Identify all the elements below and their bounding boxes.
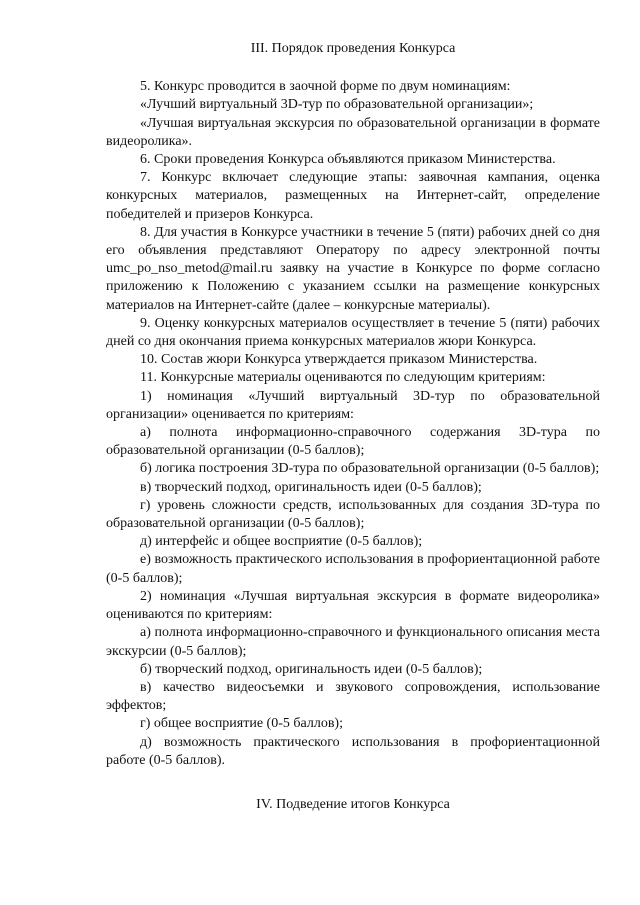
criterion-item: д) интерфейс и общее восприятие (0-5 баллов); (140, 534, 423, 550)
nomination-3d-tour: «Лучший виртуальный 3D-тур по образовательной организации»; (140, 97, 534, 113)
criterion-item: б) творческий подход, оригинальность идеи (0-5 баллов); (140, 661, 483, 677)
criterion-item: е) возможность практического использования в профориентационной работе (0-5 баллов); (106, 552, 600, 586)
paragraph-9: 9. Оценку конкурсных материалов осуществляет в течение 5 (пяти) рабочих дней со дня окончания приема конкурсных материалов жюри Конкурса. (106, 315, 600, 350)
paragraph-5: 5. Конкурс проводится в заочной форме по двум номинациям: (140, 79, 511, 95)
criteria-video-intro: 2) номинация «Лучшая виртуальная экскурсия в формате видеоролика» оцениваются по критериям: (106, 588, 600, 623)
criterion-item: г) уровень сложности средств, использованных для создания 3D-тура по образовательной организации (0-5 баллов); (106, 497, 600, 532)
paragraph-7: 7. Конкурс включает следующие этапы: заявочная кампания, оценка конкурсных материалов, размещенных на Интернет-сайт, определение победителей и призеров Конкурса. (106, 170, 600, 222)
paragraph-10: 10. Состав жюри Конкурса утверждается приказом Министерства. (140, 352, 538, 368)
paragraph-11: 11. Конкурсные материалы оцениваются по следующим критериям: (140, 370, 546, 386)
criteria-3d-tour-intro: 1) номинация «Лучший виртуальный 3D-тур по образовательной организации» оценивается по критериям: (106, 388, 600, 422)
paragraph-6: 6. Сроки проведения Конкурса объявляются приказом Министерства. (140, 152, 556, 168)
criterion-item: а) полнота информационно-справочного содержания 3D-тура по образовательной организации (0-5 баллов); (106, 425, 600, 459)
document-body (106, 40, 600, 814)
paragraph-8: 8. Для участия в Конкурсе участники в течение 5 (пяти) рабочих дней со дня его объявления представляют Оператору по адресу электронной почты umc_po_nso_metod@mail.ru заявку на участие в Конкурсе по форме согласно приложению к Положению с указанием ссылки на размещение конкурсных материалов на Интернет-сайте (далее – конкурсные материалы). (106, 224, 600, 313)
criterion-item: а) полнота информационно-справочного и функционального описания места экскурсии (0-5 баллов); (106, 625, 600, 659)
criterion-item: в) творческий подход, оригинальность идеи (0-5 баллов); (140, 479, 482, 495)
criterion-item: г) общее восприятие (0-5 баллов); (140, 716, 343, 732)
criterion-item: д) возможность практического использования в профориентационной работе (0-5 баллов). (106, 734, 600, 768)
section-4-title: IV. Подведение итогов Конкурса (256, 796, 450, 812)
nomination-video-tour: «Лучшая виртуальная экскурсия по образовательной организации в формате видеоролика». (106, 115, 600, 149)
section-3-title: III. Порядок проведения Конкурса (250, 41, 456, 56)
criterion-item: б) логика построения 3D-тура по образовательной организации (0-5 баллов); (140, 461, 600, 477)
criterion-item: в) качество видеосъемки и звукового сопровождения, использование эффектов; (106, 679, 600, 714)
